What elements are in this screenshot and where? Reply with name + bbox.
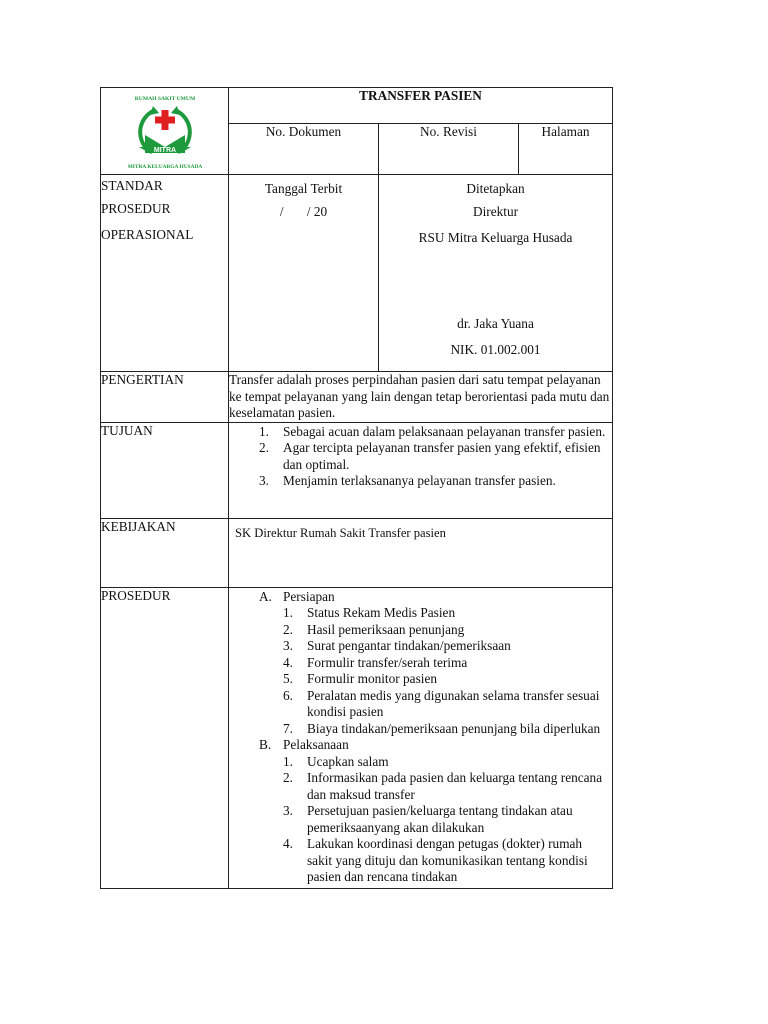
pengertian-text: Transfer adalah proses perpindahan pasien dari satu tempat pelayanan ke tempat pelayanan yang lain dengan tetap berorientasi pada mutu dan keselamatan pasien. <box>229 372 610 420</box>
no-dokumen-label: No. Dokumen <box>265 123 342 139</box>
sop-label-line-3: OPERASIONAL <box>101 227 194 242</box>
list-item: 6. Peralatan medis yang digunakan selama transfer sesuai kondisi pasien <box>283 687 600 719</box>
list-item: 2. Hasil pemeriksaan penunjang <box>283 621 465 637</box>
list-item: 4. Formulir transfer/serah terima <box>283 654 468 670</box>
document-title-cell <box>229 88 613 124</box>
logo-bottom-text: MITRA KELUARGA HUSADA <box>127 164 202 170</box>
tujuan-label-cell <box>101 422 229 518</box>
sop-label-line-2: PROSEDUR <box>101 201 171 216</box>
list-item: 1. Status Rekam Medis Pasien <box>283 605 456 620</box>
prosedur-sections <box>235 589 606 886</box>
section-title: Persiapan <box>283 588 335 604</box>
prosedur-section-pelaksanaan: B. Pelaksanaan 1. Ucapkan salam 2. Informasikan pada pasien dan keluarga tentang rencana dan maksud transfer 3. Persetujuan pasien/keluarga tentang tindakan atau pemeriksaanyang akan dilakukan 4. Lakukan koordinasi dengan petugas (dokter) rumah sakit yang dituju dan komunikasikan tentang kondisi pasien dan rencana tindakan <box>235 737 606 886</box>
halaman-label: Halaman <box>541 123 590 139</box>
prosedur-section-persiapan: A. Persiapan 1. Status Rekam Medis Pasien 2. Hasil pemeriksaan penunjang 3. Surat pengantar tindakan/pemeriksaan 4. Formulir transfer/serah terima 5. Formulir monitor pasien 6. Peralatan medis yang digunakan selama transfer sesuai kondisi pasien 7. Biaya tindakan/pemeriksaan penunjang bila diperlukan <box>235 589 606 738</box>
ditetapkan-cell <box>379 175 613 372</box>
pengertian-label-cell <box>101 372 229 423</box>
sop-label-line-1: STANDAR <box>101 178 163 193</box>
list-item: 2. Informasikan pada pasien dan keluarga tentang rencana dan maksud transfer <box>283 770 603 802</box>
list-item: 3. Surat pengantar tindakan/pemeriksaan <box>283 638 511 653</box>
kebijakan-text: SK Direktur Rumah Sakit Transfer pasien <box>235 525 446 540</box>
list-item: 1. Ucapkan salam <box>283 753 389 769</box>
jabatan: Direktur <box>472 204 519 219</box>
list-item: 7. Biaya tindakan/pemeriksaan penunjang bila diperlukan <box>283 720 601 736</box>
pengertian-text-cell <box>229 372 613 423</box>
logo-badge-text: MITRA <box>153 147 176 154</box>
tanggal-terbit-value: / / 20 <box>279 204 328 219</box>
prosedur-label: PROSEDUR <box>101 587 171 603</box>
tujuan-label: TUJUAN <box>101 422 153 438</box>
kebijakan-label-cell <box>101 518 229 587</box>
instansi: RSU Mitra Keluarga Husada <box>418 230 573 245</box>
sop-label-cell <box>101 175 229 372</box>
no-revisi-label: No. Revisi <box>420 123 477 139</box>
tanggal-terbit-label: Tanggal Terbit <box>264 181 343 196</box>
list-item: 5. Formulir monitor pasien <box>283 671 438 686</box>
penandatangan-nama: dr. Jaka Yuana <box>457 316 534 331</box>
list-item: 4. Lakukan koordinasi dengan petugas (dokter) rumah sakit yang dituju dan komunikasikan tentang kondisi pasien dan rencana tindakan <box>283 836 588 884</box>
document-title: TRANSFER PASIEN <box>359 88 482 103</box>
prosedur-label-cell <box>101 587 229 888</box>
list-item: 3. Persetujuan pasien/keluarga tentang tindakan atau pemeriksaanyang akan dilakukan <box>283 803 573 835</box>
no-revisi-cell <box>379 123 519 174</box>
pengertian-label: PENGERTIAN <box>101 372 184 387</box>
hospital-logo <box>117 91 213 171</box>
tujuan-list-cell <box>229 422 613 518</box>
halaman-cell <box>519 123 613 174</box>
logo-top-text: RUMAH SAKIT UMUM <box>134 96 195 102</box>
kebijakan-label: KEBIJAKAN <box>101 518 176 534</box>
no-dokumen-cell <box>229 123 379 174</box>
tujuan-list <box>235 424 606 490</box>
list-item: 3. Menjamin terlaksananya pelayanan transfer pasien. <box>259 473 556 488</box>
tanggal-terbit-cell <box>229 175 379 372</box>
list-item: 2. Agar tercipta pelayanan transfer pasien yang efektif, efisien dan optimal. <box>259 440 601 472</box>
prosedur-list-cell <box>229 587 613 888</box>
kebijakan-text-cell <box>229 518 613 587</box>
list-item: 1. Sebagai acuan dalam pelaksanaan pelayanan transfer pasien. <box>259 423 606 439</box>
ditetapkan-label: Ditetapkan <box>466 181 525 196</box>
logo-cell <box>101 88 229 175</box>
section-title: Pelaksanaan <box>283 737 349 752</box>
sop-table <box>100 87 613 889</box>
penandatangan-nik: NIK. 01.002.001 <box>450 342 541 357</box>
